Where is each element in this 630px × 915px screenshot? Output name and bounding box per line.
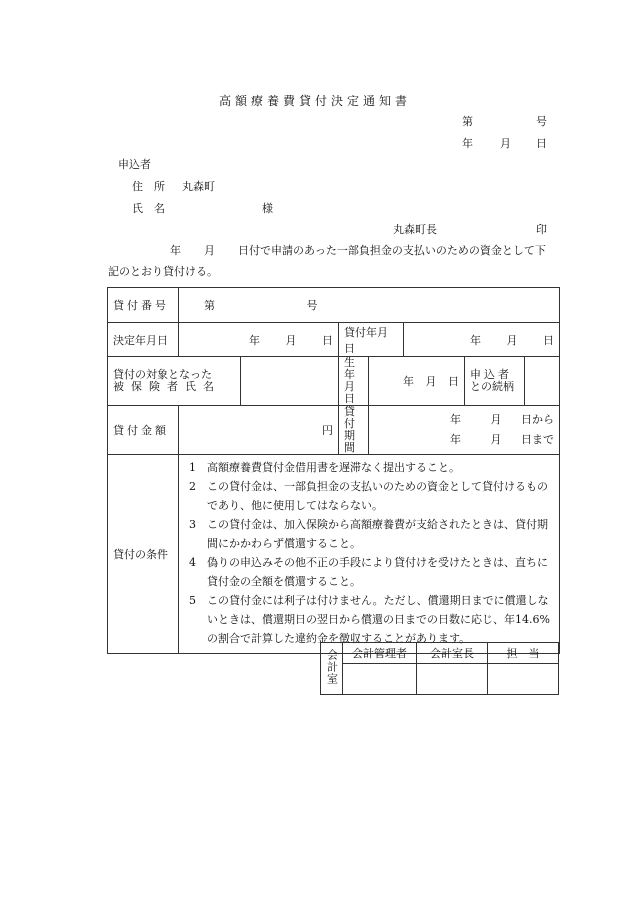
body-text-line2: 記のとおり貸付ける。: [108, 265, 218, 278]
loan-year: 年: [470, 333, 482, 347]
condition-item: 3 この貸付金は、加入保険から高額療養費が支給されたときは、貸付期間にかかわらず償還すること。: [189, 518, 548, 550]
condition-item: 5 この貸付金には利子は付けません。ただし、償還期日までに償還しないときは、償還期日の翌日から償還の日までの日数に応じ、年14.6%の割合で計算した違約金を徴収することがあります。: [189, 594, 550, 645]
conditions-cell: [179, 455, 560, 654]
number-prefix: 第: [462, 115, 473, 128]
period-label-line1: 貸 付: [344, 405, 366, 430]
loan-number-prefix: 第: [204, 299, 215, 312]
period-from: [374, 410, 554, 430]
decision-date-cell: [179, 323, 339, 357]
condition-item: 2 この貸付金は、一部負担金の支払いのための資金として貸付けるものであり、他に使用してはならない。: [189, 480, 548, 512]
address-value: 丸森町: [182, 180, 215, 193]
date-row: [108, 323, 560, 357]
body-month: 月: [204, 244, 215, 257]
honorific: 様: [262, 202, 273, 215]
relation-label-line1: 申込者: [470, 368, 512, 381]
loan-details-table: [107, 287, 560, 654]
insured-name-cell: [241, 357, 339, 406]
accounting-manager-seal: [343, 664, 417, 695]
birth-month: 月: [425, 375, 437, 388]
body-text-line1: 日付で申請のあった一部負担金の支払いのための資金として下: [238, 244, 546, 257]
loan-number-suffix: 号: [306, 299, 318, 312]
accounting-staff-seal: [488, 664, 559, 695]
decision-month: 月: [285, 333, 297, 347]
amount-cell: [179, 406, 339, 455]
relation-label-line2: との続柄: [470, 380, 514, 393]
period-from-month: 月: [490, 413, 502, 426]
loan-day: 日: [543, 333, 555, 347]
birth-date-cell: [369, 357, 465, 406]
period-label: [339, 406, 369, 455]
accounting-room-label: [321, 643, 343, 695]
conditions-row: [108, 455, 560, 654]
insured-label-line2: 被保険者氏名: [113, 380, 221, 393]
seal-mark: 印: [536, 223, 547, 236]
birth-day: 日: [448, 375, 459, 388]
birth-label-line1: 生年: [344, 356, 355, 381]
accounting-header-row: [321, 643, 559, 664]
address-label: 住 所: [132, 180, 165, 193]
accounting-room-text: 会計室: [325, 649, 339, 685]
number-suffix: 号: [536, 115, 547, 128]
accounting-chief-seal: [417, 664, 488, 695]
condition-item: 4 偽りの申込みその他不正の手段により貸付けを受けたときは、直ちに貸付金の全額を償還すること。: [189, 556, 548, 588]
amount-unit: 円: [322, 424, 333, 437]
period-to: [374, 430, 554, 450]
period-to-month: 月: [490, 433, 502, 446]
relation-cell: [525, 357, 560, 406]
accounting-seal-row: [321, 664, 559, 695]
decision-year: 年: [249, 333, 260, 347]
period-to-year: 年: [450, 433, 462, 446]
amount-row: [108, 406, 560, 455]
period-from-year: 年: [450, 413, 462, 426]
accounting-approval-table: [320, 642, 559, 695]
decision-date-label: 決定年月日: [108, 323, 179, 357]
accounting-chief-label: 会計室長: [417, 643, 488, 664]
date-year: 年: [462, 137, 473, 150]
period-to-suffix: 日まで: [521, 433, 555, 446]
relation-label: [465, 357, 525, 406]
document-title: 高額療養費貸付決定通知書: [218, 94, 411, 108]
loan-number-row: [108, 288, 560, 323]
date-day: 日: [536, 137, 547, 150]
birth-year: 年: [403, 375, 414, 388]
condition-item: 1 高額療養費貸付金借用書を遅滞なく提出すること。: [189, 461, 460, 474]
insured-label: [108, 357, 241, 406]
name-label: 氏 名: [132, 202, 165, 215]
accounting-staff-label: 担 当: [488, 643, 559, 664]
period-from-suffix: 日から: [521, 413, 555, 426]
loan-number-cell: [179, 288, 560, 323]
loan-number-label: 貸付番号: [108, 288, 179, 323]
decision-day: 日: [322, 333, 333, 347]
applicant-label: 申込者: [118, 158, 151, 171]
loan-date-cell: [404, 323, 560, 357]
date-month: 月: [500, 137, 511, 150]
amount-label: 貸付金額: [108, 406, 179, 455]
accounting-manager-label: 会計管理者: [343, 643, 417, 664]
insured-row: [108, 357, 560, 406]
insured-label-line1: 貸付の対象となった: [113, 368, 212, 381]
birth-label: [339, 357, 369, 406]
conditions-label: 貸付の条件: [108, 455, 179, 654]
period-cell: [369, 406, 560, 455]
loan-date-label: 貸付年月日: [339, 323, 404, 357]
body-year: 年: [170, 244, 181, 257]
loan-month: 月: [506, 333, 518, 347]
birth-label-line2: 月日: [344, 380, 355, 405]
issuer-name: 丸森町長: [393, 223, 437, 236]
period-label-line2: 期 間: [344, 429, 366, 454]
